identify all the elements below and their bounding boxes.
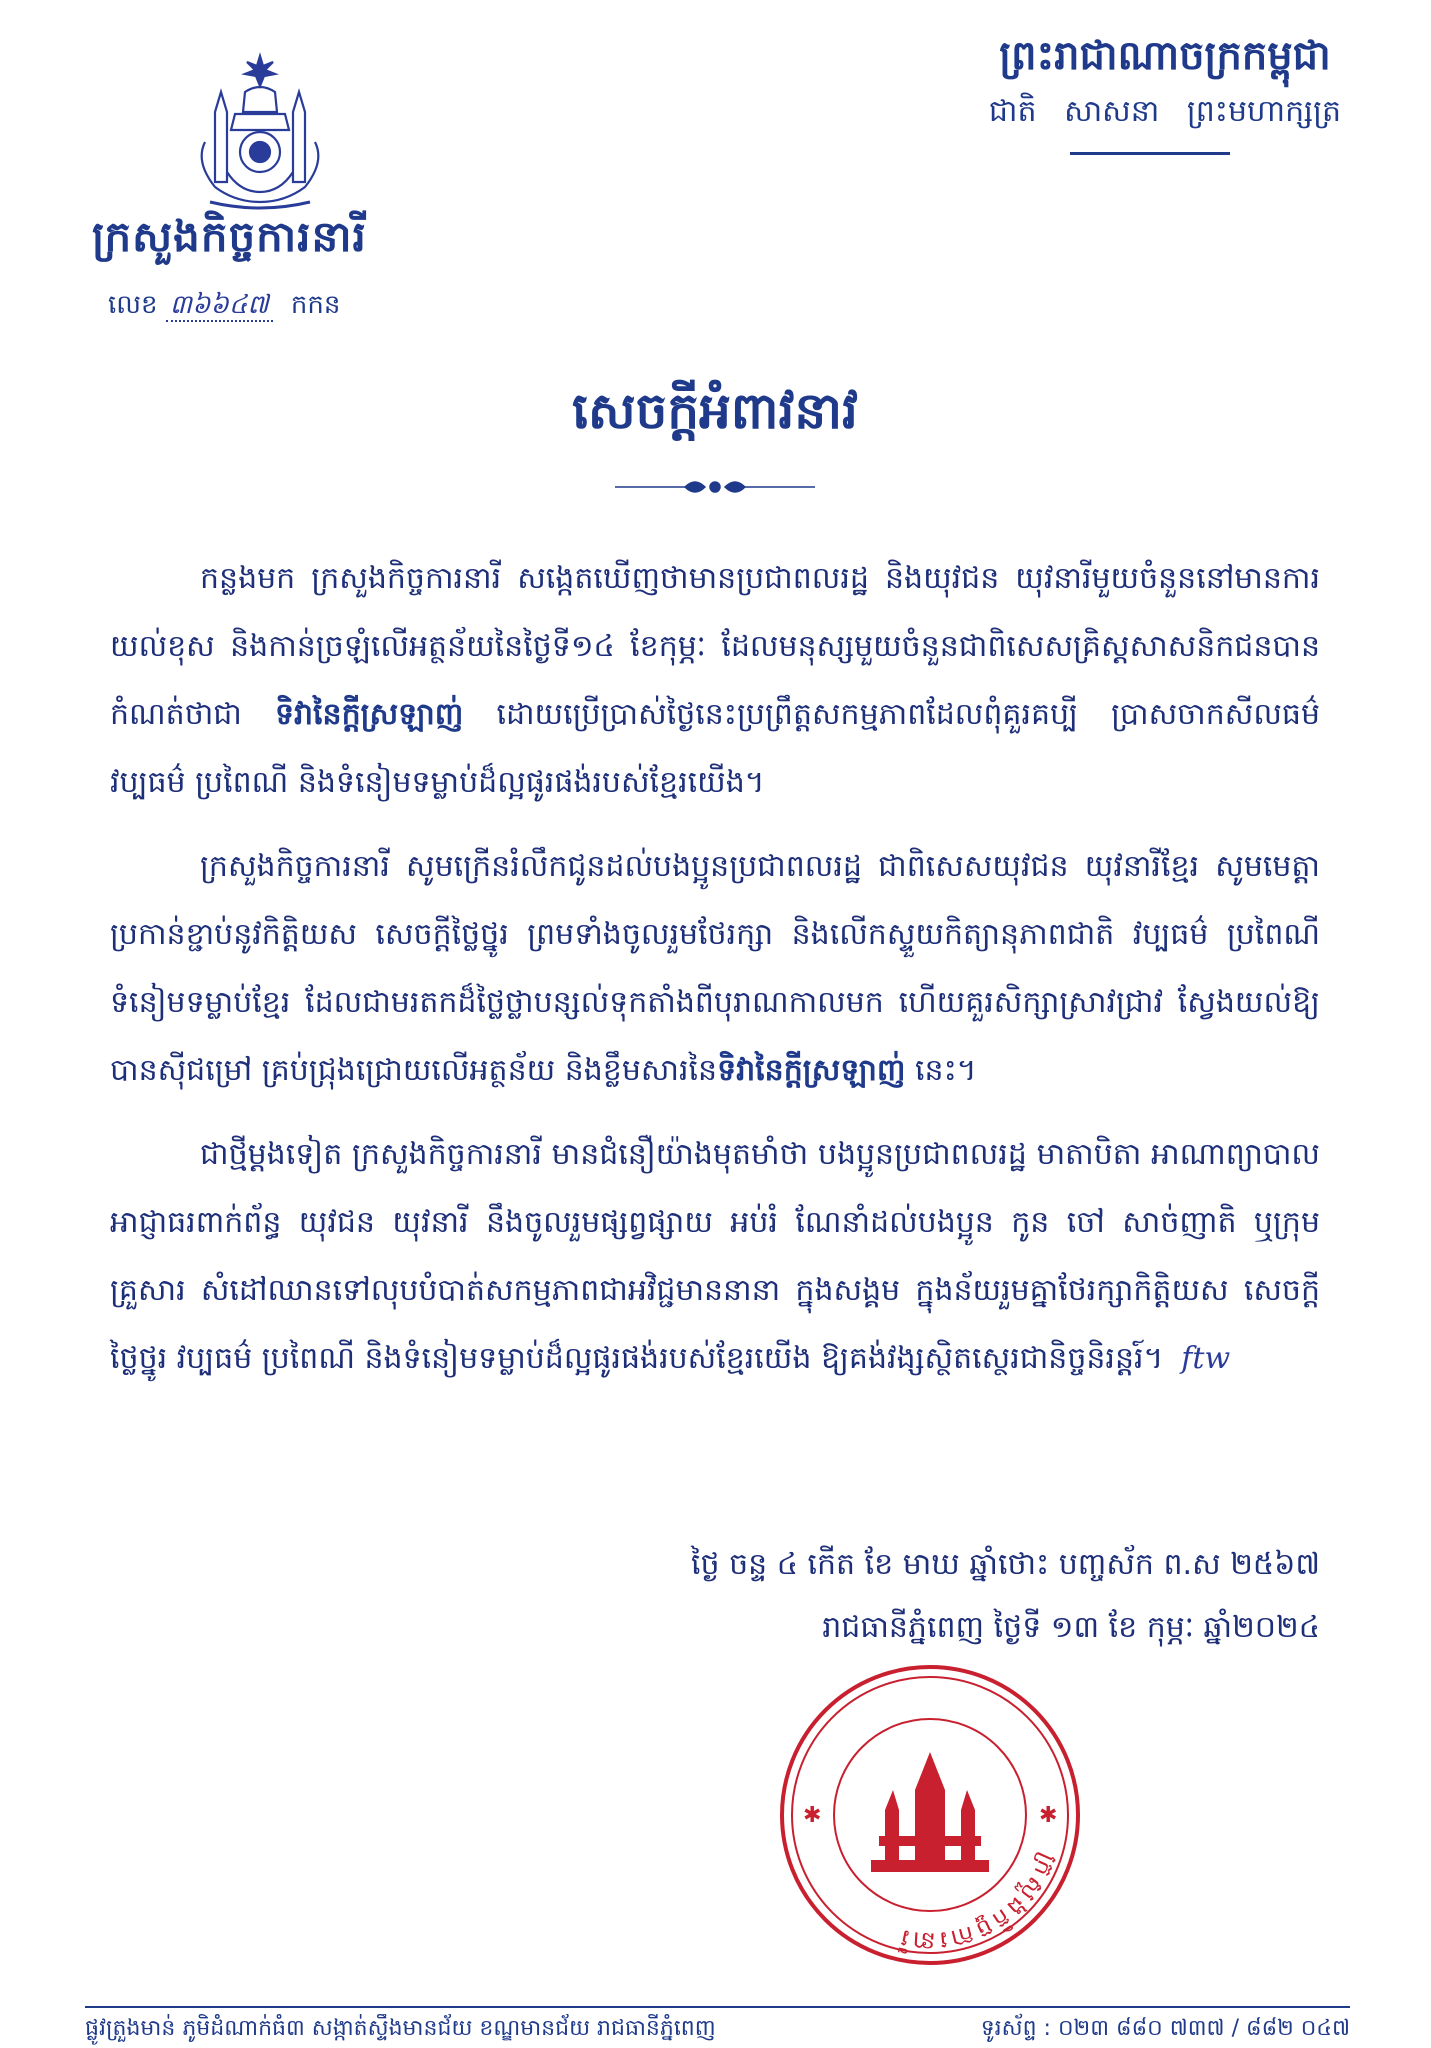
letter-body <box>110 545 1320 1409</box>
footer-divider <box>85 2006 1350 2008</box>
paragraph-2-text-b: នេះ។ <box>915 1053 977 1088</box>
paragraph-3 <box>110 1121 1320 1393</box>
paragraph-3-text: ជាថ្មីម្តងទៀត ក្រសួងកិច្ចការនារី មានជំនឿយ៉ាងមុតមាំថា បងប្អូនប្រជាពលរដ្ឋ មាតាបិតា អាណាព្យាបាល អាជ្ញាធរពាក់ព័ន្ធ យុវជន យុវនារី នឹងចូលរួមផ្សព្វផ្សាយ អប់រំ ណែនាំដល់បងប្អូន កូន ចៅ សាច់ញាតិ ឬក្រុមគ្រួសារ សំដៅឈានទៅលុបបំបាត់សកម្មភាពជាអវិជ្ជមាននានា ក្នុងសង្គម ក្នុងន័យរួមគ្នាថែរក្សាកិត្តិយស សេចក្តីថ្លៃថ្នូរ វប្បធម៌ ប្រពៃណី និងទំនៀមទម្លាប់ដ៏ល្អផូរផង់របស់ខ្មែរយើង ឱ្យគង់វង្សស្ថិតស្ថេរជានិច្ចនិរន្តរ៍។ <box>110 1137 1320 1376</box>
paragraph-2-text-a: ក្រសួងកិច្ចការនារី សូមក្រើនរំលឹកជូនដល់បងប្អូនប្រជាពលរដ្ឋ ជាពិសេសយុវជន យុវនារីខ្មែរ សូមមេត្តាប្រកាន់ខ្ជាប់នូវកិត្តិយស សេចក្តីថ្លៃថ្នូរ ព្រមទាំងចូលរួមថែរក្សា និងលើកស្ទួយកិត្យានុភាពជាតិ វប្បធម៌ ប្រពៃណី ទំនៀមទម្លាប់ខ្មែរ ដែលជាមរតកដ៏ថ្លៃថ្លាបន្សល់ទុកតាំងពីបុរាណកាលមក ហើយគួរសិក្សាស្រាវជ្រាវ ស្វែងយល់ឱ្យបានស៊ីជម្រៅ គ្រប់ជ្រុងជ្រោយលើអត្ថន័យ និងខ្លឹមសារនៃ <box>110 849 1320 1088</box>
paragraph-2-highlight: ទិវានៃក្តីស្រឡាញ់ <box>717 1053 906 1088</box>
paragraph-1 <box>110 545 1320 817</box>
handwritten-initials: ftw <box>1181 1341 1231 1376</box>
ministry-name: ក្រសួងកិច្ចការនារី <box>92 212 367 261</box>
kingdom-heading: ព្រះរាជាណាចក្រកម្ពុជា <box>999 33 1331 79</box>
title-ornament-icon <box>615 475 815 499</box>
paragraph-1-text-b: ដោយប្រើប្រាស់ថ្ងៃនេះប្រព្រឹត្តសកម្មភាពដែលពុំគួរគប្បី ប្រាសចាកសីលធម៌ វប្បធម៌ ប្រពៃណី និងទំនៀមទម្លាប់ដ៏ល្អផូរផង់របស់ខ្មែរយើង។ <box>110 697 1320 800</box>
document-title: សេចក្តីអំពាវនាវ <box>572 382 858 440</box>
national-motto: ជាតិ សាសនា ព្រះមហាក្សត្រ <box>988 94 1342 129</box>
svg-text:✱: ✱ <box>803 1803 822 1828</box>
svg-text:✱: ✱ <box>1039 1803 1058 1828</box>
paragraph-1-text-a: កន្លងមក ក្រសួងកិច្ចការនារី សង្កេតឃើញថាមានប្រជាពលរដ្ឋ និងយុវជន យុវនារីមួយចំនួននៅមានការយល់ខុស និងកាន់ច្រឡំលើអត្ថន័យនៃថ្ងៃទី១៤ ខែកុម្ភៈ ដែលមនុស្សមួយចំនួនជាពិសេសគ្រិស្តសាសនិកជនបានកំណត់ថាជា <box>110 561 1320 732</box>
paragraph-1-highlight: ទិវានៃក្តីស្រឡាញ់ <box>274 697 464 732</box>
paragraph-2 <box>110 833 1320 1105</box>
footer-phone <box>870 2014 1350 2046</box>
official-seal-icon <box>775 1660 1085 1970</box>
phone-label: ទូរស័ព្ទ : <box>980 2016 1051 2041</box>
motto-divider <box>1070 152 1230 155</box>
seal-ring-text: ក្រសួងកិច្ចការនារី <box>894 1849 1063 1956</box>
ref-number: ៣៦៦៤៧ <box>166 290 273 322</box>
solar-date: រាជធានីភ្នំពេញ ថ្ងៃទី ១៣ ខែ កុម្ភៈ ឆ្នាំ២០២៤ <box>822 1610 1320 1645</box>
lunar-date: ថ្ងៃ ចន្ទ ៤ កើត ខែ មាឃ ឆ្នាំថោះ បញ្ចស័ក ព.ស ២៥៦៧ <box>690 1547 1320 1582</box>
ref-label: លេខ <box>108 290 158 320</box>
ref-suffix: កកន <box>290 290 341 320</box>
footer-address: ផ្លូវត្រួងមាន់ ភូមិដំណាក់ធំ៣ សង្កាត់ស្ទឹងមានជ័យ ខណ្ឌមានជ័យ រាជធានីភ្នំពេញ <box>85 2016 716 2041</box>
phone-number: ០២៣ ៨៨០ ៧៣៧ / ៨៨២ ០៤៧ <box>1057 2016 1350 2041</box>
royal-emblem-icon <box>185 52 335 212</box>
reference-number-line <box>108 288 340 326</box>
